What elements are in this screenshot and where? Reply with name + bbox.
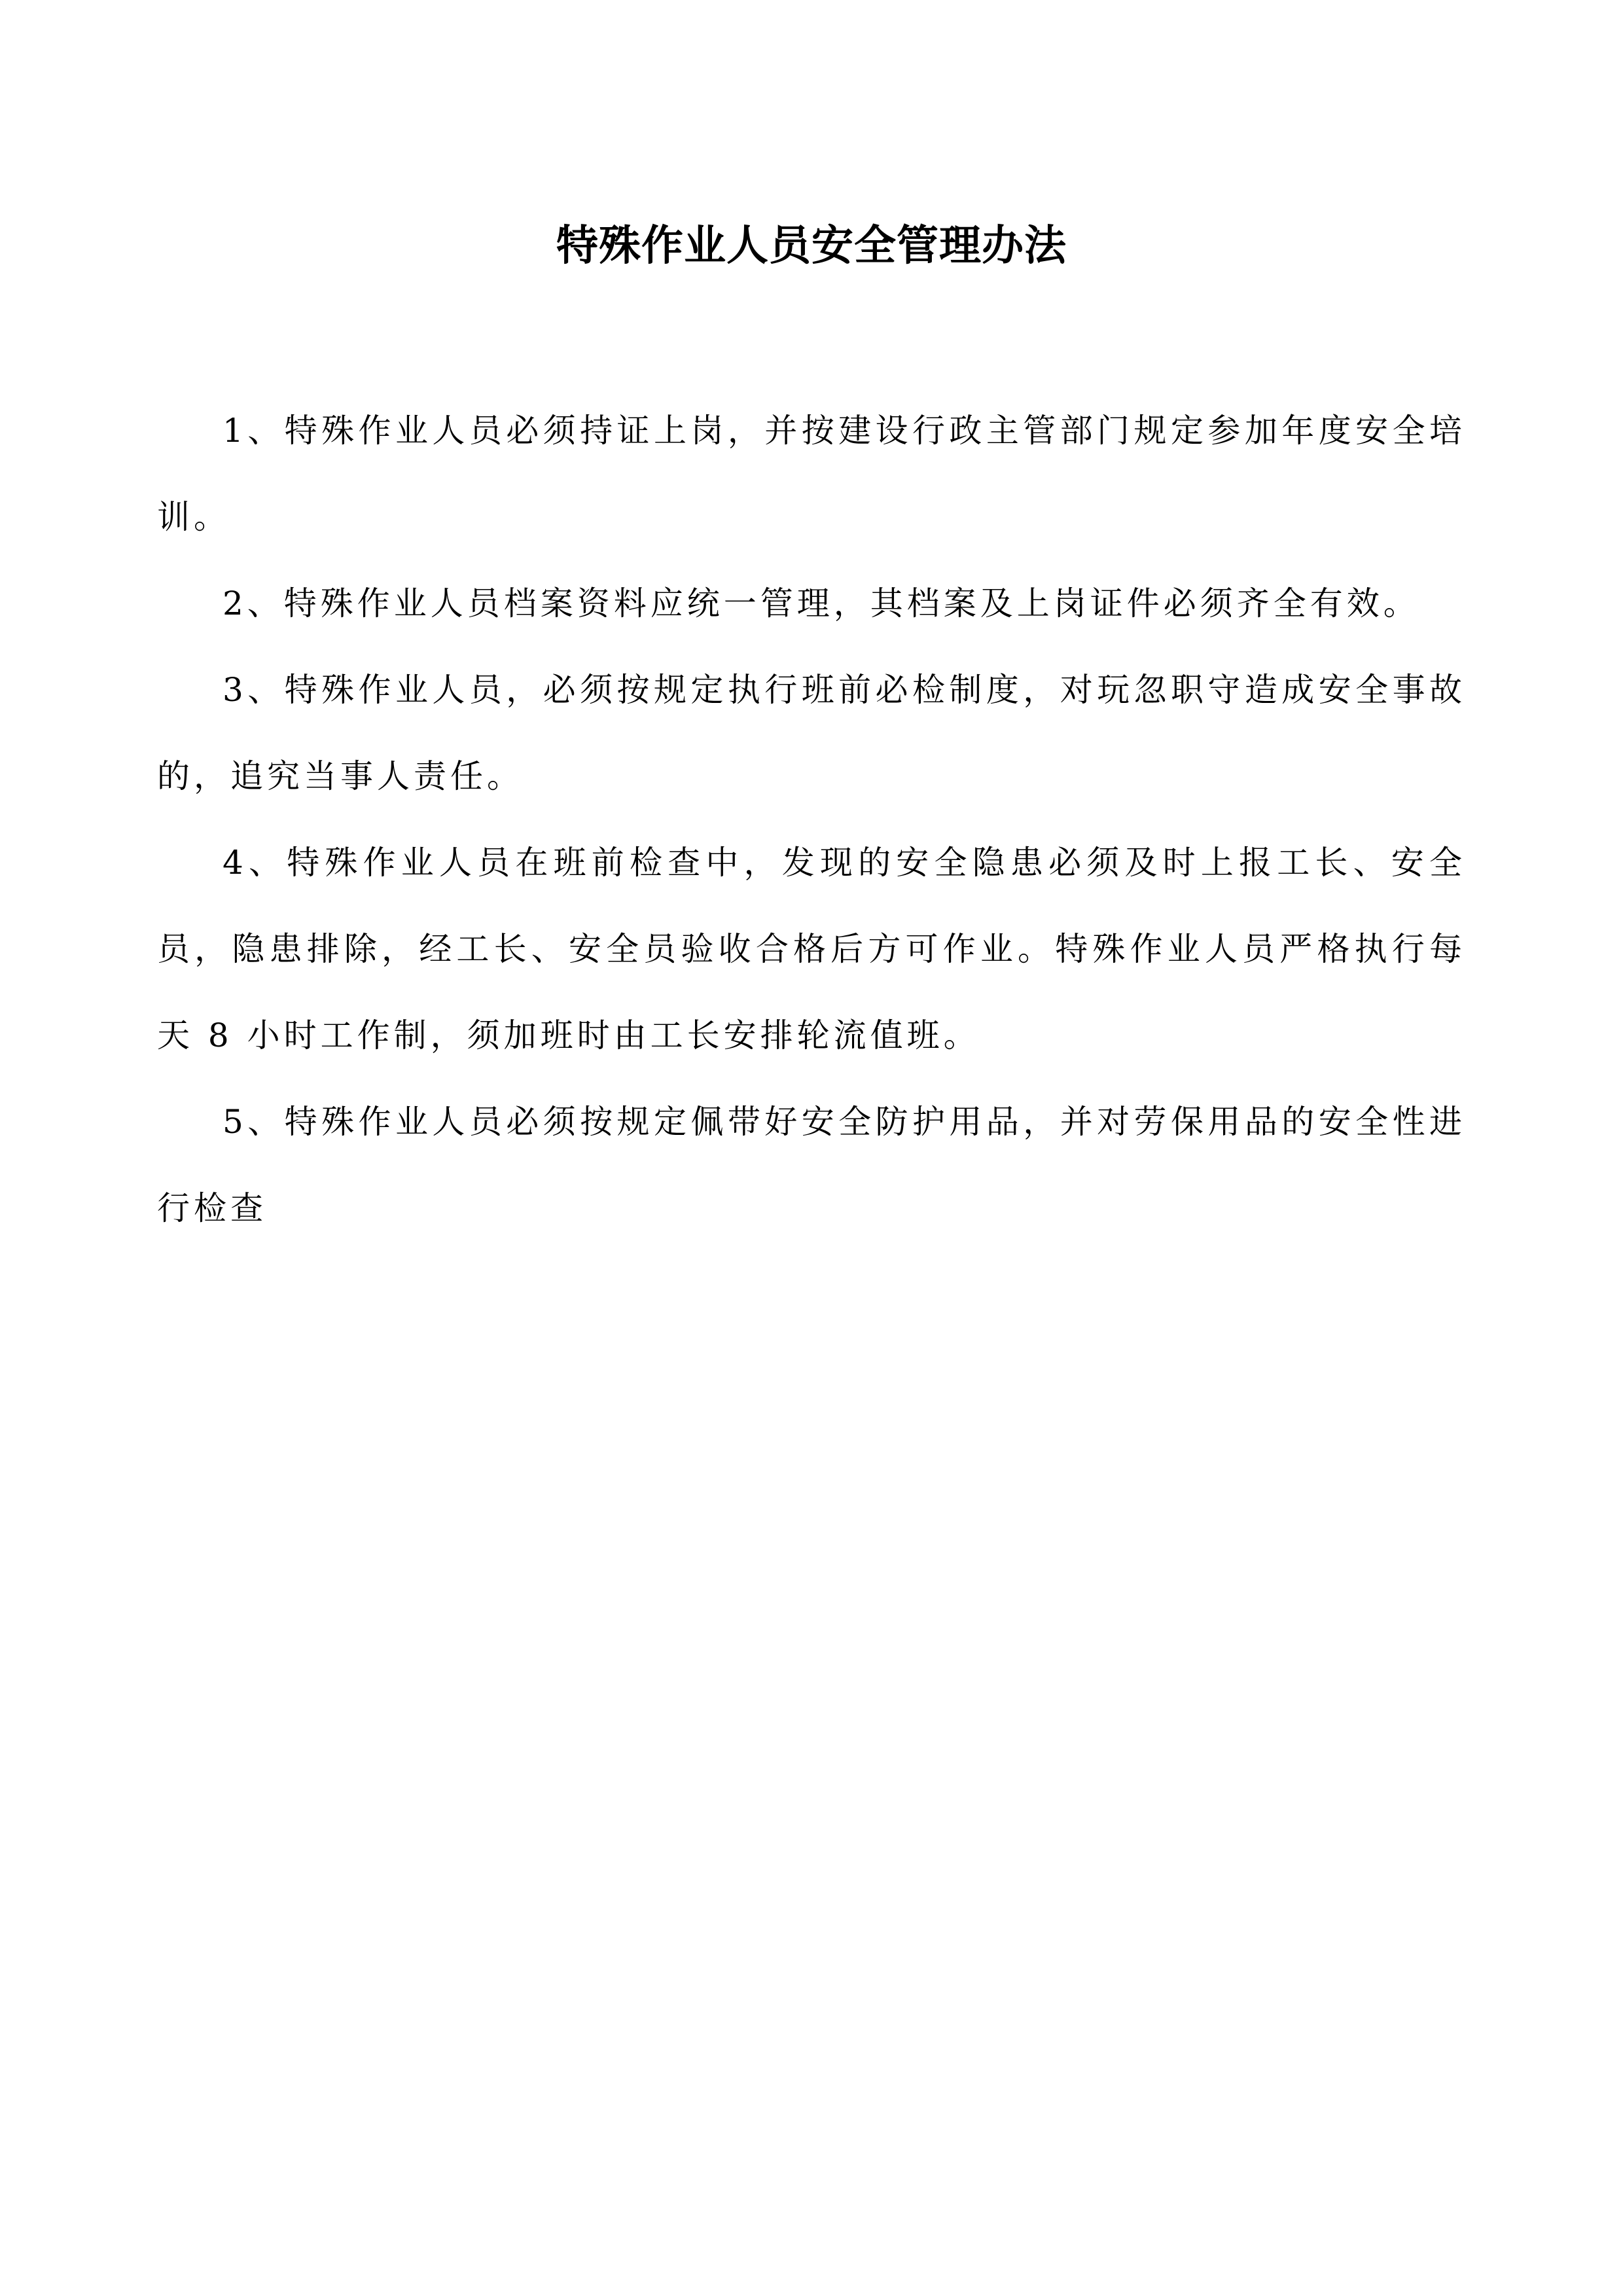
paragraph-4: 4、特殊作业人员在班前检查中，发现的安全隐患必须及时上报工长、安全员，隐患排除，经工长、安全员验收合格后方可作业。特殊作业人员严格执行每天 8 小时工作制，须加班时由工长安排轮流值班。 [157, 844, 1466, 1054]
paragraph-5: 5、特殊作业人员必须按规定佩带好安全防护用品，并对劳保用品的安全性进行检查 [157, 1103, 1466, 1227]
paragraph-3: 3、特殊作业人员，必须按规定执行班前必检制度，对玩忽职守造成安全事故的，追究当事人责任。 [157, 671, 1466, 795]
document-body [157, 387, 1466, 1251]
paragraph-2: 2、特殊作业人员档案资料应统一管理，其档案及上岗证件必须齐全有效。 [223, 584, 1420, 622]
paragraph-1: 1、特殊作业人员必须持证上岗，并按建设行政主管部门规定参加年度安全培训。 [157, 412, 1466, 536]
document-title: 特殊作业人员安全管理办法 [556, 222, 1067, 270]
